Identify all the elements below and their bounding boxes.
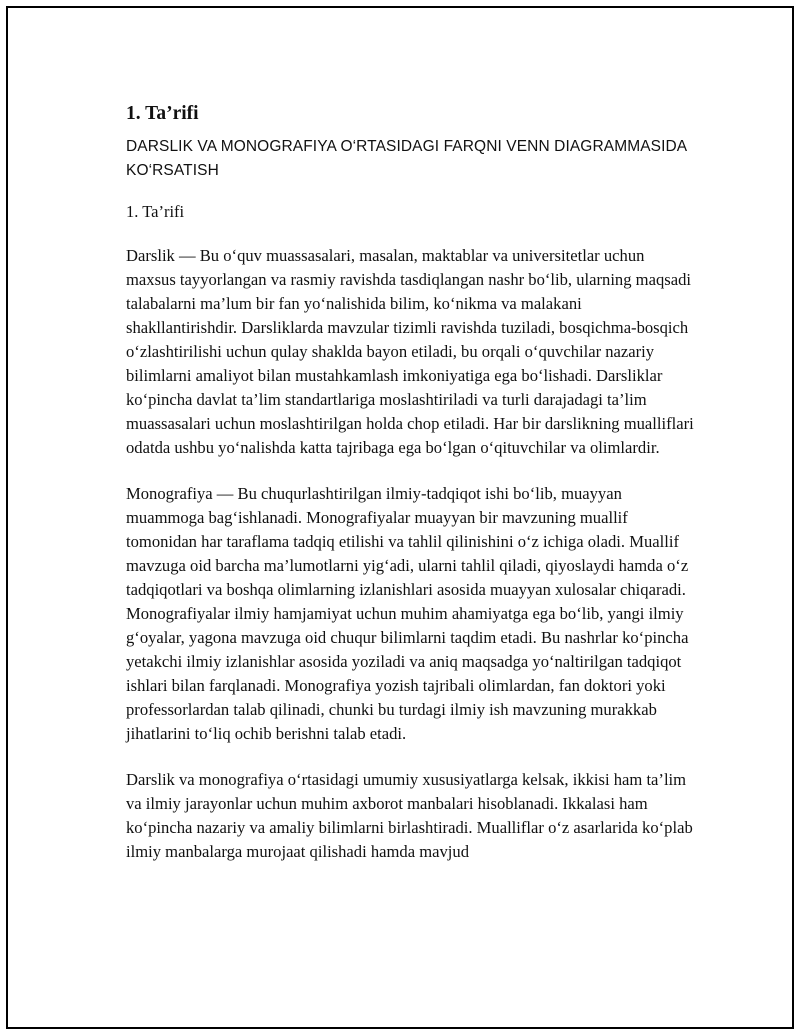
- document-body: [126, 101, 696, 864]
- section-heading: 1. Ta’rifi: [126, 103, 199, 124]
- paragraph-darslik: Darslik — Bu o‘quv muassasalari, masalan, maktablar va universitetlar uchun maxsus tayyorlangan va rasmiy ravishda tasdiqlangan nashr bo‘lib, ularning maqsadi talabalarni ma’lum bir fan yo‘nalishida bilim, ko‘nikma va malakani shakllantirishdir. Darsliklarda mavzular tizimli ravishda tuziladi, bosqichma-bosqich o‘zlashtirilishi uchun qulay shaklda bayon etiladi, bu orqali o‘quvchilar nazariy bilimlarni amaliyot bilan mustahkamlash imkoniyatiga ega bo‘lishadi. Darsliklar ko‘pincha davlat ta’lim standartlariga moslashtiriladi va turli darajadagi ta’lim muassasalari uchun moslashtirilgan holda chop etiladi. Har bir darslikning mualliflari odatda ushbu yo‘nalishda katta tajribaga ega bo‘lgan o‘qituvchilar va olimlardir.: [126, 246, 694, 457]
- paragraph-common-features: Darslik va monografiya o‘rtasidagi umumiy xususiyatlarga kelsak, ikkisi ham ta’lim va ilmiy jarayonlar uchun muhim axborot manbalari hisoblanadi. Ikkalasi ham ko‘pincha nazariy va amaliy bilimlarni birlashtiradi. Mualliflar o‘z asarlarida ko‘plab ilmiy manbalarga murojaat qilishadi hamda mavjud: [126, 770, 693, 861]
- paragraph-monografiya: Monografiya — Bu chuqurlashtirilgan ilmiy-tadqiqot ishi bo‘lib, muayyan muammoga bag‘ishlanadi. Monografiyalar muayyan bir mavzuning muallif tomonidan har taraflama tadqiq etilishi va tahlil qilinishini o‘z ichiga oladi. Muallif mavzuga oid barcha ma’lumotlarni yig‘adi, ularni tahlil qiladi, qiyoslaydi hamda o‘z tadqiqotlari va boshqa olimlarning izlanishlari asosida muayyan xulosalar chiqaradi. Monografiyalar ilmiy hamjamiyat uchun muhim ahamiyatga ega bo‘lib, yangi ilmiy g‘oyalar, yagona mavzuga oid chuqur bilimlarni taqdim etadi. Bu nashrlar ko‘pincha yetakchi ilmiy izlanishlar asosida yoziladi va aniq maqsadga yo‘naltirilgan tadqiqot ishlari bilan farqlanadi. Monografiya yozish tajribali olimlardan, fan doktori yoki professorlardan talab qilinadi, chunki bu turdagi ilmiy ish mavzuning murakkab jihatlarini to‘liq ochib berishni talab etadi.: [126, 484, 689, 743]
- section-subheading: 1. Ta’rifi: [126, 202, 185, 221]
- page-frame: [6, 6, 794, 1029]
- document-title: DARSLIK VA MONOGRAFIYA O‘RTASIDAGI FARQNI VENN DIAGRAMMASIDA KO‘RSATISH: [126, 138, 687, 179]
